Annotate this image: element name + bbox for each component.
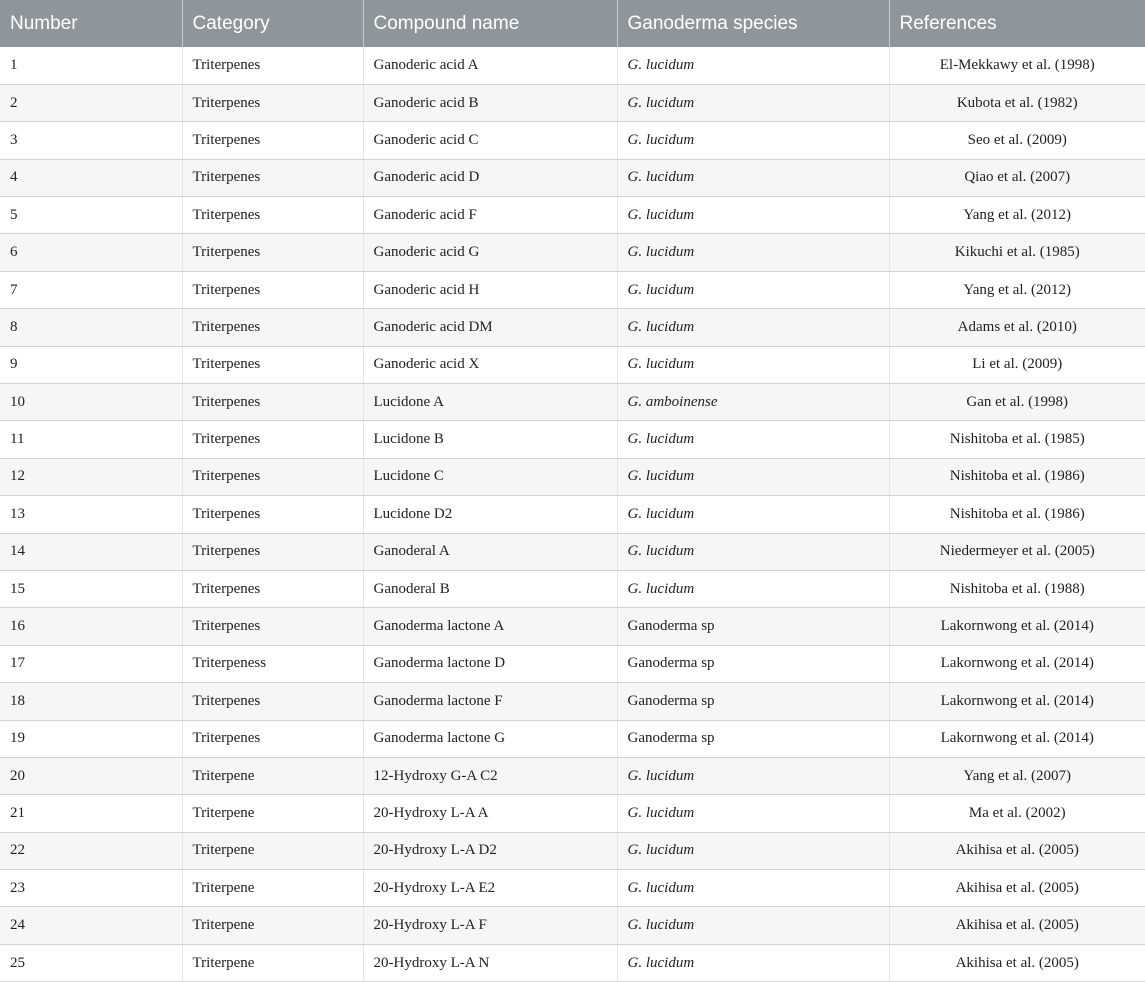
table-row bbox=[0, 234, 1145, 271]
cell-category: Triterpenes bbox=[182, 683, 363, 720]
cell-compound-name: Ganoderic acid X bbox=[363, 346, 617, 383]
cell-category: Triterpenes bbox=[182, 458, 363, 495]
cell-category: Triterpenes bbox=[182, 84, 363, 121]
cell-reference: Ma et al. (2002) bbox=[889, 795, 1145, 832]
cell-reference: Yang et al. (2007) bbox=[889, 757, 1145, 794]
cell-number: 21 bbox=[0, 795, 182, 832]
cell-species: G. lucidum bbox=[617, 271, 889, 308]
cell-category: Triterpenes bbox=[182, 533, 363, 570]
cell-species: Ganoderma sp bbox=[617, 608, 889, 645]
table-row bbox=[0, 907, 1145, 944]
cell-compound-name: Lucidone D2 bbox=[363, 496, 617, 533]
cell-species: G. lucidum bbox=[617, 570, 889, 607]
cell-number: 14 bbox=[0, 533, 182, 570]
cell-species: G. amboinense bbox=[617, 384, 889, 421]
cell-number: 15 bbox=[0, 570, 182, 607]
cell-reference: Adams et al. (2010) bbox=[889, 309, 1145, 346]
cell-compound-name: Lucidone B bbox=[363, 421, 617, 458]
cell-compound-name: Ganoderma lactone D bbox=[363, 645, 617, 682]
table-row bbox=[0, 832, 1145, 869]
cell-category: Triterpene bbox=[182, 870, 363, 907]
cell-compound-name: Ganoderic acid H bbox=[363, 271, 617, 308]
cell-reference: Lakornwong et al. (2014) bbox=[889, 720, 1145, 757]
cell-compound-name: Ganoderal B bbox=[363, 570, 617, 607]
cell-number: 9 bbox=[0, 346, 182, 383]
cell-number: 10 bbox=[0, 384, 182, 421]
cell-reference: Lakornwong et al. (2014) bbox=[889, 645, 1145, 682]
cell-species: G. lucidum bbox=[617, 309, 889, 346]
header-references: References bbox=[899, 12, 997, 34]
cell-category: Triterpenes bbox=[182, 384, 363, 421]
cell-reference: Kubota et al. (1982) bbox=[889, 84, 1145, 121]
cell-reference: Kikuchi et al. (1985) bbox=[889, 234, 1145, 271]
cell-category: Triterpene bbox=[182, 944, 363, 981]
cell-species: G. lucidum bbox=[617, 907, 889, 944]
cell-reference: Nishitoba et al. (1988) bbox=[889, 570, 1145, 607]
cell-compound-name: Ganoderma lactone A bbox=[363, 608, 617, 645]
cell-species: Ganoderma sp bbox=[617, 683, 889, 720]
cell-species: G. lucidum bbox=[617, 757, 889, 794]
cell-compound-name: 20-Hydroxy L-A N bbox=[363, 944, 617, 981]
table-row bbox=[0, 309, 1145, 346]
cell-number: 12 bbox=[0, 458, 182, 495]
table-row bbox=[0, 944, 1145, 981]
table-row bbox=[0, 458, 1145, 495]
cell-category: Triterpene bbox=[182, 832, 363, 869]
cell-reference: Yang et al. (2012) bbox=[889, 271, 1145, 308]
cell-category: Triterpenes bbox=[182, 309, 363, 346]
table-row bbox=[0, 533, 1145, 570]
table-row bbox=[0, 608, 1145, 645]
cell-reference: Nishitoba et al. (1986) bbox=[889, 458, 1145, 495]
cell-number: 6 bbox=[0, 234, 182, 271]
cell-compound-name: Ganoderic acid G bbox=[363, 234, 617, 271]
cell-number: 17 bbox=[0, 645, 182, 682]
cell-reference: Li et al. (2009) bbox=[889, 346, 1145, 383]
cell-number: 25 bbox=[0, 944, 182, 981]
cell-reference: Akihisa et al. (2005) bbox=[889, 832, 1145, 869]
cell-species: G. lucidum bbox=[617, 122, 889, 159]
cell-compound-name: 20-Hydroxy L-A A bbox=[363, 795, 617, 832]
cell-species: G. lucidum bbox=[617, 870, 889, 907]
cell-species: G. lucidum bbox=[617, 47, 889, 84]
cell-species: G. lucidum bbox=[617, 159, 889, 196]
table-row bbox=[0, 84, 1145, 121]
cell-species: G. lucidum bbox=[617, 197, 889, 234]
cell-compound-name: 12-Hydroxy G-A C2 bbox=[363, 757, 617, 794]
cell-species: G. lucidum bbox=[617, 496, 889, 533]
cell-reference: Akihisa et al. (2005) bbox=[889, 870, 1145, 907]
cell-compound-name: Lucidone A bbox=[363, 384, 617, 421]
table-row bbox=[0, 683, 1145, 720]
cell-compound-name: Ganoderic acid B bbox=[363, 84, 617, 121]
cell-species: G. lucidum bbox=[617, 795, 889, 832]
cell-species: G. lucidum bbox=[617, 346, 889, 383]
cell-number: 19 bbox=[0, 720, 182, 757]
cell-number: 3 bbox=[0, 122, 182, 159]
cell-number: 18 bbox=[0, 683, 182, 720]
table-row bbox=[0, 870, 1145, 907]
cell-reference: Gan et al. (1998) bbox=[889, 384, 1145, 421]
table-row bbox=[0, 757, 1145, 794]
cell-number: 24 bbox=[0, 907, 182, 944]
cell-category: Triterpenes bbox=[182, 720, 363, 757]
cell-compound-name: 20-Hydroxy L-A D2 bbox=[363, 832, 617, 869]
cell-compound-name: 20-Hydroxy L-A E2 bbox=[363, 870, 617, 907]
cell-category: Triterpenes bbox=[182, 47, 363, 84]
cell-reference: Lakornwong et al. (2014) bbox=[889, 683, 1145, 720]
cell-category: Triterpenes bbox=[182, 234, 363, 271]
cell-number: 2 bbox=[0, 84, 182, 121]
cell-compound-name: Lucidone C bbox=[363, 458, 617, 495]
cell-number: 5 bbox=[0, 197, 182, 234]
cell-number: 8 bbox=[0, 309, 182, 346]
cell-number: 4 bbox=[0, 159, 182, 196]
table-row bbox=[0, 496, 1145, 533]
cell-category: Triterpenes bbox=[182, 570, 363, 607]
table-row bbox=[0, 720, 1145, 757]
cell-compound-name: Ganoderal A bbox=[363, 533, 617, 570]
cell-compound-name: Ganoderic acid C bbox=[363, 122, 617, 159]
cell-reference: Nishitoba et al. (1986) bbox=[889, 496, 1145, 533]
cell-number: 1 bbox=[0, 47, 182, 84]
cell-reference: Akihisa et al. (2005) bbox=[889, 907, 1145, 944]
cell-species: G. lucidum bbox=[617, 84, 889, 121]
cell-category: Triterpenes bbox=[182, 346, 363, 383]
cell-category: Triterpenes bbox=[182, 608, 363, 645]
cell-category: Triterpenes bbox=[182, 122, 363, 159]
cell-number: 16 bbox=[0, 608, 182, 645]
cell-category: Triterpene bbox=[182, 795, 363, 832]
cell-category: Triterpenes bbox=[182, 197, 363, 234]
table-body bbox=[0, 47, 1145, 982]
cell-species: G. lucidum bbox=[617, 533, 889, 570]
table-row bbox=[0, 197, 1145, 234]
cell-compound-name: Ganoderic acid D bbox=[363, 159, 617, 196]
cell-category: Triterpene bbox=[182, 757, 363, 794]
cell-category: Triterpene bbox=[182, 907, 363, 944]
cell-category: Triterpenes bbox=[182, 421, 363, 458]
table-row bbox=[0, 645, 1145, 682]
cell-number: 23 bbox=[0, 870, 182, 907]
cell-compound-name: Ganoderma lactone F bbox=[363, 683, 617, 720]
cell-category: Triterpeness bbox=[182, 645, 363, 682]
cell-reference: Niedermeyer et al. (2005) bbox=[889, 533, 1145, 570]
table-row bbox=[0, 421, 1145, 458]
cell-reference: Nishitoba et al. (1985) bbox=[889, 421, 1145, 458]
cell-species: G. lucidum bbox=[617, 234, 889, 271]
table-row bbox=[0, 384, 1145, 421]
header-row bbox=[0, 0, 1145, 47]
cell-compound-name: Ganoderic acid A bbox=[363, 47, 617, 84]
table-row bbox=[0, 159, 1145, 196]
cell-species: Ganoderma sp bbox=[617, 720, 889, 757]
cell-number: 22 bbox=[0, 832, 182, 869]
header-number: Number bbox=[0, 0, 182, 47]
cell-species: G. lucidum bbox=[617, 421, 889, 458]
header-category: Category bbox=[182, 0, 363, 47]
cell-reference: Yang et al. (2012) bbox=[889, 197, 1145, 234]
cell-number: 7 bbox=[0, 271, 182, 308]
cell-number: 11 bbox=[0, 421, 182, 458]
cell-compound-name: Ganoderic acid F bbox=[363, 197, 617, 234]
cell-reference: Seo et al. (2009) bbox=[889, 122, 1145, 159]
cell-reference: El-Mekkawy et al. (1998) bbox=[889, 47, 1145, 84]
cell-category: Triterpenes bbox=[182, 271, 363, 308]
table-header bbox=[0, 0, 1145, 47]
cell-species: G. lucidum bbox=[617, 944, 889, 981]
table-row bbox=[0, 271, 1145, 308]
cell-compound-name: Ganoderma lactone G bbox=[363, 720, 617, 757]
cell-species: Ganoderma sp bbox=[617, 645, 889, 682]
table-row bbox=[0, 47, 1145, 84]
cell-compound-name: Ganoderic acid DM bbox=[363, 309, 617, 346]
table-row bbox=[0, 570, 1145, 607]
cell-reference: Akihisa et al. (2005) bbox=[889, 944, 1145, 981]
cell-reference: Qiao et al. (2007) bbox=[889, 159, 1145, 196]
cell-species: G. lucidum bbox=[617, 832, 889, 869]
cell-category: Triterpenes bbox=[182, 159, 363, 196]
cell-category: Triterpenes bbox=[182, 496, 363, 533]
cell-reference: Lakornwong et al. (2014) bbox=[889, 608, 1145, 645]
table-row bbox=[0, 795, 1145, 832]
header-ganoderma-species: Ganoderma species bbox=[617, 0, 889, 47]
table-row bbox=[0, 346, 1145, 383]
table-row bbox=[0, 122, 1145, 159]
cell-species: G. lucidum bbox=[617, 458, 889, 495]
cell-number: 20 bbox=[0, 757, 182, 794]
cell-number: 13 bbox=[0, 496, 182, 533]
header-compound-name: Compound name bbox=[363, 0, 617, 47]
cell-compound-name: 20-Hydroxy L-A F bbox=[363, 907, 617, 944]
